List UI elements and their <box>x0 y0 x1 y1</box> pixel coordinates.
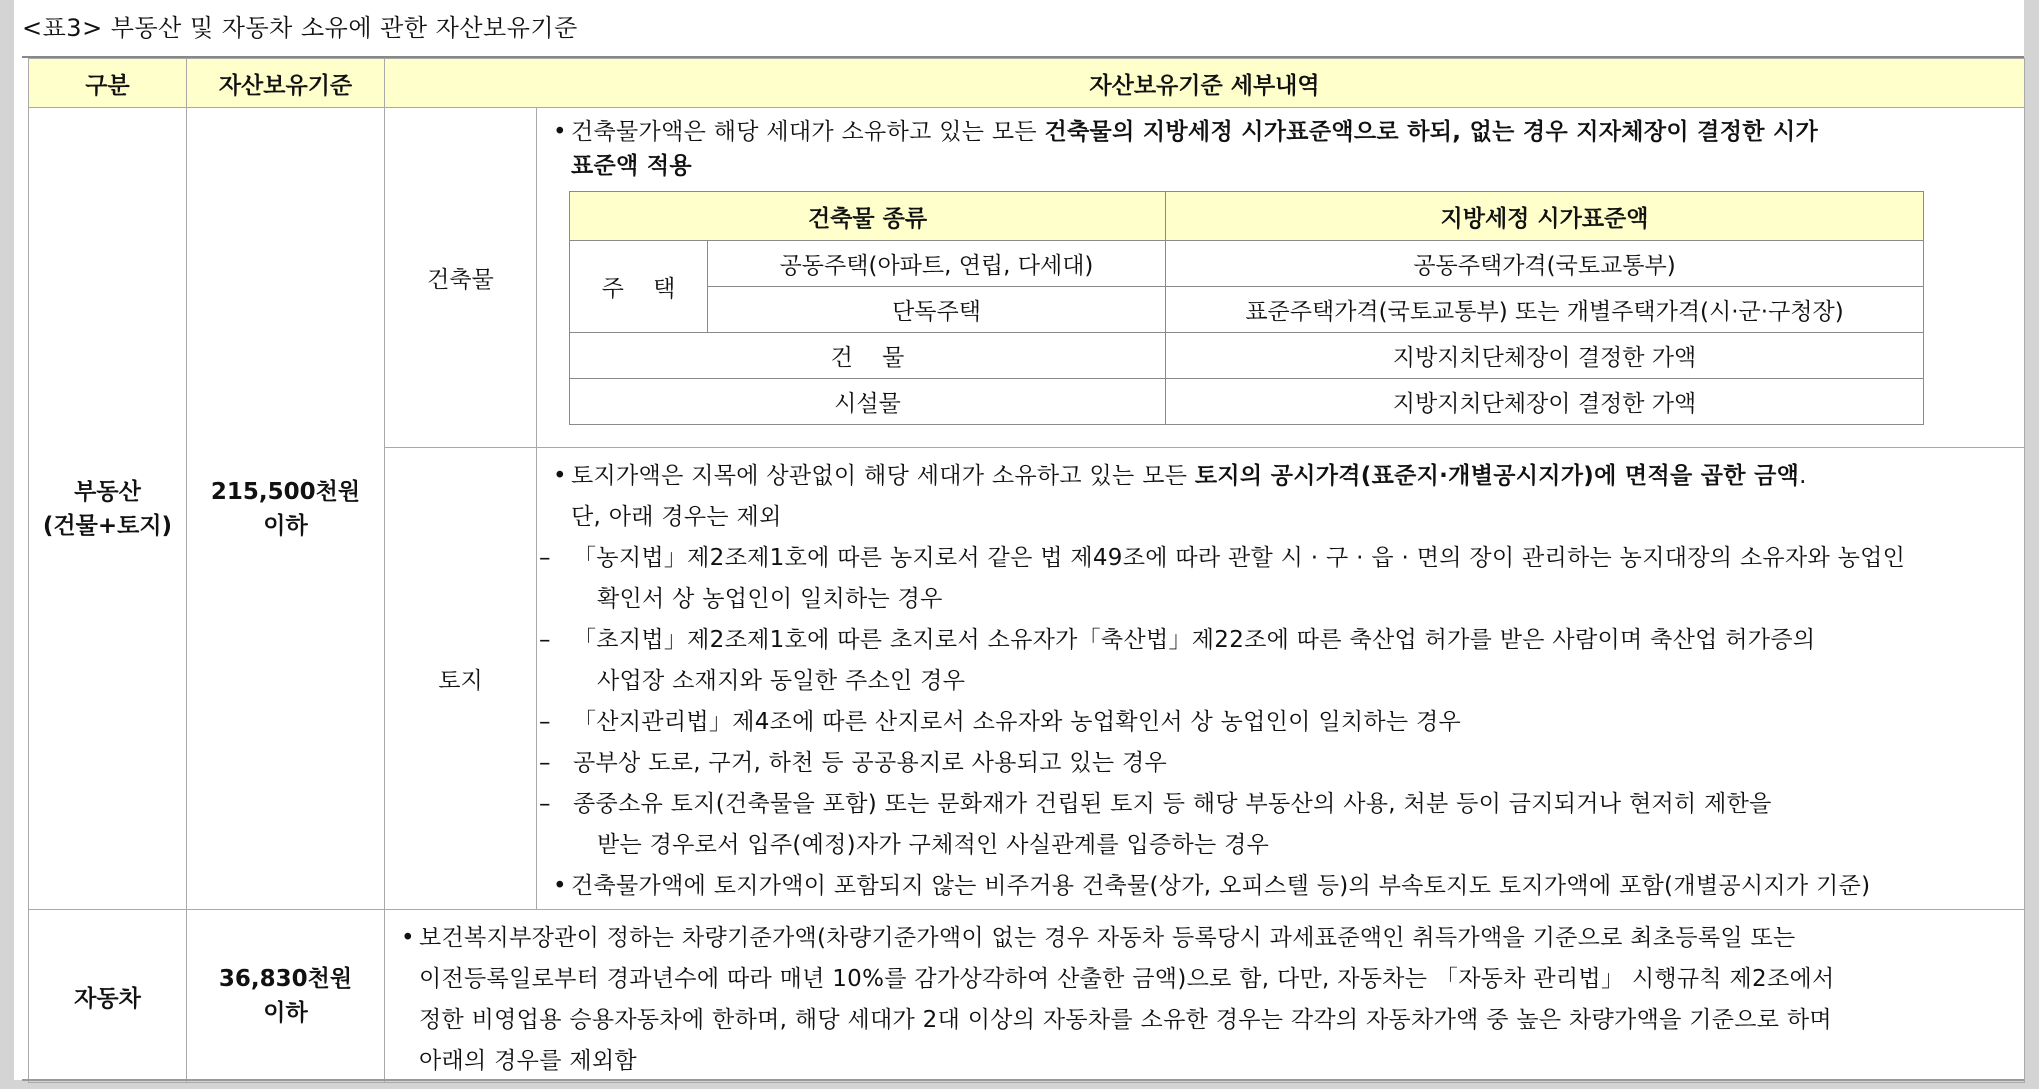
land-detail-cell <box>537 448 2025 910</box>
building-bullet-text: 건축물가액은 해당 세대가 소유하고 있는 모든 <box>571 119 1045 145</box>
bullet-marker: • <box>401 925 415 951</box>
building-bullet-emphasis: 건축물의 지방세정 시가표준액으로 하되, 없는 경우 지자체장이 결정한 시가 <box>1044 119 1819 145</box>
car-detail-cell <box>385 910 2025 1083</box>
building-value-head: 지방세정 시가표준액 <box>1166 192 1924 241</box>
land-bullet-emphasis: 토지의 공시가격(표준지·개별공시지가)에 면적을 곱한 금액 <box>1194 463 1800 489</box>
building-detail-cell <box>537 108 2025 448</box>
bullet-marker: • <box>553 873 567 899</box>
building-type-name: 공동주택(아파트, 연립, 다세대) <box>708 241 1166 287</box>
car-bullet <box>399 918 2012 1082</box>
land-exception-item <box>539 702 2012 743</box>
building-bullet-emphasis-cont: 표준액 적용 <box>571 153 692 179</box>
car-category-cell: 자동차 <box>29 910 187 1083</box>
dash-marker: – <box>539 709 551 735</box>
building-type-name: 단독주택 <box>708 287 1166 333</box>
car-row <box>29 910 2025 1083</box>
building-bullet <box>551 115 2012 183</box>
document-page <box>14 0 2024 1080</box>
housing-label: 주 택 <box>570 241 708 333</box>
asset-standard-table <box>28 58 2025 1083</box>
land-exception-text: 공부상 도로, 구거, 하천 등 공공용지로 사용되고 있는 경우 <box>573 750 1168 776</box>
building-label-cell: 건축물 <box>385 108 537 448</box>
building-type-table <box>569 191 1924 425</box>
building-type-value: 지방지치단체장이 결정한 가액 <box>1166 379 1924 425</box>
building-type-row <box>570 379 1924 425</box>
car-bullet-line: 아래의 경우를 제외함 <box>419 1048 637 1074</box>
land-exception-item <box>539 743 2012 784</box>
car-standard-amount: 36,830천원 <box>218 966 353 992</box>
header-details: 자산보유기준 세부내역 <box>385 59 2025 108</box>
realestate-building-row <box>29 108 2025 448</box>
building-type-header <box>570 192 1924 241</box>
building-type-name: 시설물 <box>570 379 1166 425</box>
realestate-category-cell <box>29 108 187 910</box>
building-type-value: 표준주택가격(국토교통부) 또는 개별주택가격(시·군·구청장) <box>1166 287 1924 333</box>
land-bullet-text: 토지가액은 지목에 상관없이 해당 세대가 소유하고 있는 모든 <box>571 463 1195 489</box>
realestate-standard-cell <box>187 108 385 910</box>
building-type-name: 건 물 <box>570 333 1166 379</box>
land-exception-text: 「산지관리법」제4조에 따른 산지로서 소유자와 농업확인서 상 농업인이 일치하는 경우 <box>573 709 1462 735</box>
bottom-rule <box>22 1079 2024 1081</box>
land-bullet-end: . <box>1799 463 1807 489</box>
land-exception-cont: 사업장 소재지와 동일한 주소인 경우 <box>597 668 966 694</box>
land-exception-text: 종중소유 토지(건축물을 포함) 또는 문화재가 건립된 토지 등 해당 부동산의 사용, 처분 등이 금지되거나 현저히 제한을 <box>573 791 1772 817</box>
car-bullet-line: 정한 비영업용 승용자동차에 한하며, 해당 세대가 2대 이상의 자동차를 소유한 경우는 각각의 자동차가액 중 높은 차량가액을 기준으로 하며 <box>419 1007 1832 1033</box>
building-type-head: 건축물 종류 <box>570 192 1166 241</box>
land-exception-item <box>539 538 2012 620</box>
realestate-standard-amount: 215,500천원 <box>210 478 361 505</box>
bullet-marker: • <box>553 119 567 145</box>
car-bullet-line: 보건복지부장관이 정하는 차량기준가액(차량기준가액이 없는 경우 자동차 등록당시 과세표준액인 취득가액을 기준으로 최초등록일 또는 <box>419 925 1796 951</box>
car-bullet-line: 이전등록일로부터 경과년수에 따라 매년 10%를 감가상각하여 산출한 금액)으로 함, 다만, 자동차는 「자동차 관리법」 시행규칙 제2조에서 <box>419 966 1835 992</box>
realestate-category-line2: (건물+토지) <box>42 512 173 539</box>
building-type-row <box>570 333 1924 379</box>
realestate-standard-suffix: 이하 <box>263 512 308 539</box>
header-row <box>29 59 2025 108</box>
land-exception-text: 「농지법」제2조제1호에 따른 농지로서 같은 법 제49조에 따라 관할 시 · 구 · 읍 · 면의 장이 관리하는 농지대장의 소유자와 농업인 <box>573 545 1906 571</box>
land-exception-item <box>539 784 2012 866</box>
building-type-value: 지방지치단체장이 결정한 가액 <box>1166 333 1924 379</box>
land-exception-item <box>539 620 2012 702</box>
dash-marker: – <box>539 791 551 817</box>
car-standard-cell <box>187 910 385 1083</box>
land-exception-cont: 받는 경우로서 입주(예정)자가 구체적인 사실관계를 입증하는 경우 <box>597 832 1270 858</box>
header-category: 구분 <box>29 59 187 108</box>
dash-marker: – <box>539 545 551 571</box>
land-exception-text: 「초지법」제2조제1호에 따른 초지로서 소유자가「축산법」제22조에 따른 축산업 허가를 받은 사람이며 축산업 허가증의 <box>573 627 1816 653</box>
car-standard-suffix: 이하 <box>263 1000 308 1026</box>
land-label-cell: 토지 <box>385 448 537 910</box>
land-bullet-2 <box>551 866 2012 907</box>
building-type-row <box>570 241 1924 287</box>
dash-marker: – <box>539 750 551 776</box>
building-type-row <box>570 287 1924 333</box>
header-standard: 자산보유기준 <box>187 59 385 108</box>
land-bullet-1 <box>551 456 2012 538</box>
land-bullet-cont: 단, 아래 경우는 제외 <box>571 504 782 530</box>
land-exception-cont: 확인서 상 농업인이 일치하는 경우 <box>597 586 943 612</box>
bullet-marker: • <box>553 463 567 489</box>
building-type-value: 공동주택가격(국토교통부) <box>1166 241 1924 287</box>
land-bullet-2-text: 건축물가액에 토지가액이 포함되지 않는 비주거용 건축물(상가, 오피스텔 등)의 부속토지도 토지가액에 포함(개별공시지가 기준) <box>571 873 1871 899</box>
table-caption: <표3> 부동산 및 자동차 소유에 관한 자산보유기준 <box>22 14 578 42</box>
realestate-category-line1: 부동산 <box>74 478 141 505</box>
dash-marker: – <box>539 627 551 653</box>
